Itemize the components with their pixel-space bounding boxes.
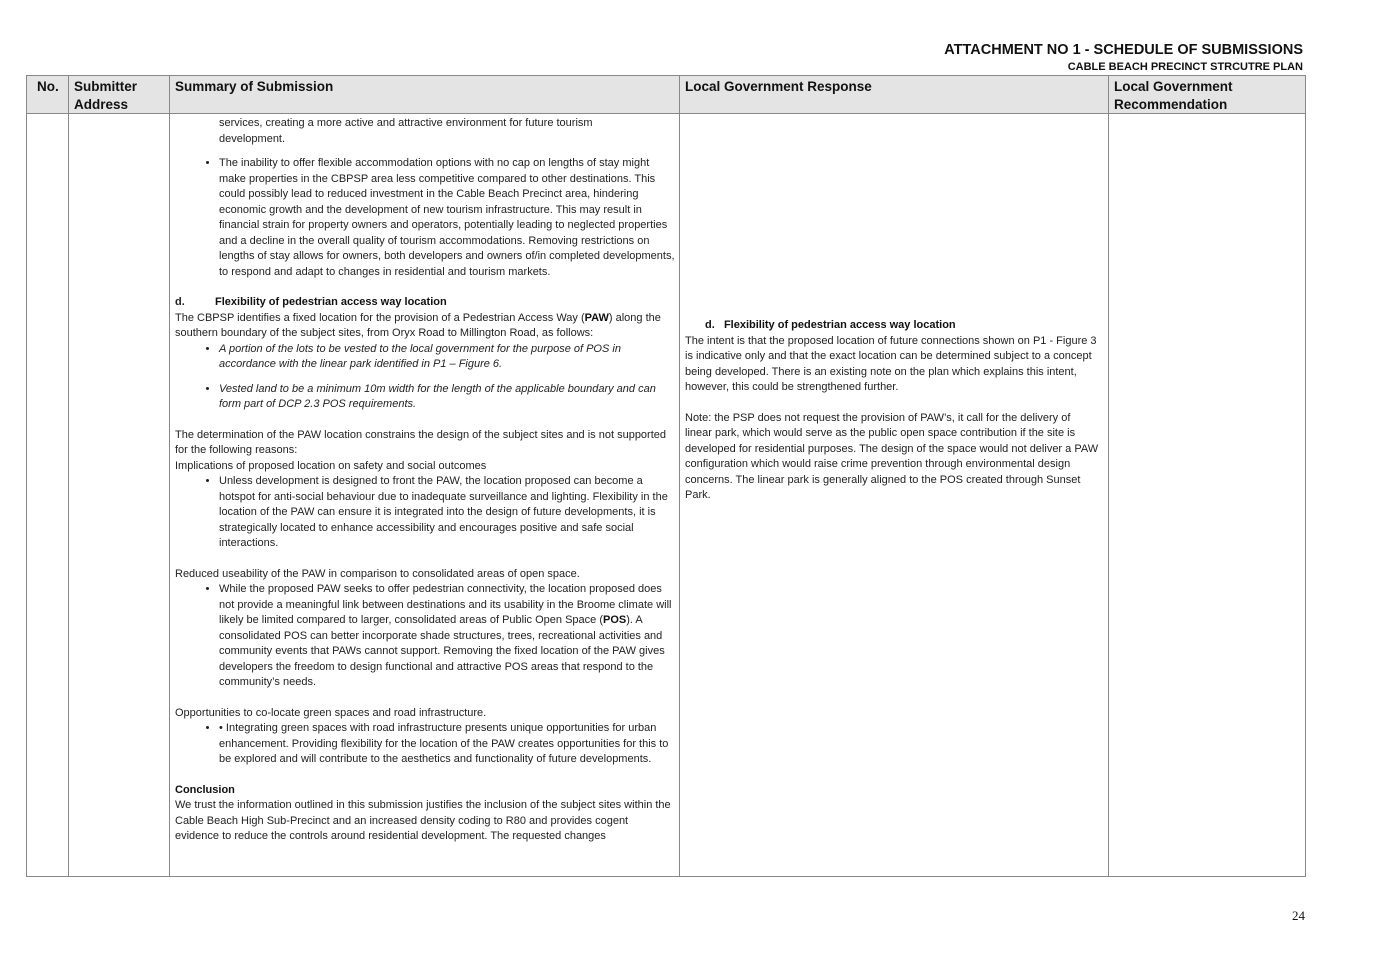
attachment-title: ATTACHMENT NO 1 - SCHEDULE OF SUBMISSIONS (944, 42, 1303, 58)
col-header-recommendation (1114, 78, 1233, 114)
page-number: 24 (1292, 908, 1305, 923)
column-divider (1108, 76, 1109, 876)
bullet-list (175, 582, 675, 691)
opportunities-heading: Opportunities to co-locate green spaces and road infrastructure. (175, 706, 487, 719)
response-paragraph-1: The intent is that the proposed location of future connections shown on P1 - Figure 3 is indicative only and that the exact location can be determined subject to a concept being developed. There is an existing note on the plan which explains this intent, however, this could be strengthened further. (685, 334, 1097, 393)
bullet-list (175, 342, 675, 373)
bullet-inability: • The inability to offer flexible accommodation options with no cap on lengths of stay might make properties in the CBPSP area less competitive compared to other destinations. This could possibly lead to reduced investment in the Cable Beach Precinct area, hindering economic growth and the development of new tourism infrastructure. This may result in financial strain for property owners and operators, potentially leading to neglected properties and a decline in the overall quality of tourism accommodations. Removing restrictions on lengths of stay allows for owners, both developers and owners of/in completed developments, to respond and adapt to changes in residential and tourism markets. (219, 156, 675, 280)
bullet-vested-width: • Vested land to be a minimum 10m width for the length of the applicable boundary and can form part of DCP 2.3 POS requirements. (219, 382, 675, 413)
col-header-no: No. (37, 79, 59, 94)
col-header-submitter-line1: Submitter (74, 79, 138, 94)
bullet-vested-portion: • A portion of the lots to be vested to the local government for the purpose of POS in accordance with the linear park identified in P1 – Figure 6. (219, 342, 675, 373)
summary-continuation-line1: services, creating a more active and attractive environment for future tourism (219, 117, 593, 129)
table-header-row (27, 76, 1305, 114)
conclusion-heading: Conclusion (175, 783, 235, 796)
plan-subtitle: CABLE BEACH PRECINCT STRCUTRE PLAN (1067, 61, 1303, 73)
bullet-list (175, 721, 675, 768)
col-header-recommendation-line1: Local Government (1114, 79, 1233, 94)
bullet-text: While the proposed PAW seeks to offer pedestrian connectivity, the location proposed does not provide a meaningful link between destinations and its usability in the Broome climate will likely be limited compared to larger, consolidated areas of Public Open Space ( (219, 583, 672, 626)
paw-abbrev: PAW (584, 311, 609, 324)
summary-continuation-line2: development. (219, 132, 286, 145)
column-divider (169, 76, 170, 876)
section-d-intro (175, 311, 675, 342)
col-header-submitter (74, 78, 137, 114)
bullet-list (175, 474, 675, 552)
conclusion-text: We trust the information outlined in this submission justifies the inclusion of the subject sites within the Cable Beach High Sub-Precinct and an increased density coding to R80 and provides cogent evidence to reduce the controls around residential development. The requested changes (175, 799, 671, 842)
bullet-unless: • Unless development is designed to front the PAW, the location proposed can become a hotspot for anti-social behaviour due to inadequate surveillance and lighting. Flexibility in the location of the PAW can ensure it is integrated into the design of future developments, it is strategically located to enhance accessibility and encourages positive and safe social interactions. (219, 474, 675, 552)
section-d-title: Flexibility of pedestrian access way location (215, 296, 447, 308)
col-header-submitter-line2: Address (74, 97, 129, 112)
submissions-table (26, 75, 1306, 877)
implications-heading: Implications of proposed location on safety and social outcomes (175, 459, 487, 472)
response-d-heading: d. Flexibility of pedestrian access way location (705, 319, 956, 331)
bullet-integrating: • • Integrating green spaces with road infrastructure presents unique opportunities for urban enhancement. Providing flexibility for the location of the PAW creates opportunities for this to be explored and will contribute to the aesthetics and functionality of future developments. (219, 721, 675, 768)
section-d-letter: d. (175, 296, 185, 308)
section-d-heading (175, 295, 675, 311)
summary-cell (175, 116, 675, 876)
response-paragraph-2: Note: the PSP does not request the provision of PAW’s, it call for the delivery of linear park, which would serve as the public open space contribution if the site is developed for residential purposes. The design of the space would not deliver a PAW configuration which would raise crime prevention through environmental design concerns. The linear park is generally aligned to the POS created through Sunset Park. (685, 411, 1099, 501)
bullet-list (175, 382, 675, 413)
bullet-while (219, 582, 675, 691)
col-header-response: Local Government Response (685, 79, 872, 94)
intro-text: The CBPSP identifies a fixed location for the provision of a Pedestrian Access Way ( (175, 311, 585, 324)
response-cell (685, 318, 1100, 504)
intro-text: ) along the southern boundary of the subject sites, from Oryx Road to Millington Road, as follows: (175, 311, 661, 339)
pos-abbrev: POS (603, 614, 627, 626)
column-divider (68, 76, 69, 876)
col-header-summary: Summary of Submission (175, 79, 334, 94)
determination-paragraph: The determination of the PAW location constrains the design of the subject sites and is not supported for the following reasons: (175, 428, 667, 456)
column-divider (679, 76, 680, 876)
bullet-list (175, 156, 675, 280)
reduced-useability-heading: Reduced useability of the PAW in comparison to consolidated areas of open space. (175, 567, 580, 580)
col-header-recommendation-line2: Recommendation (1114, 97, 1228, 112)
bullet-text: ). A consolidated POS can better incorporate shade structures, trees, recreational activities and community events that PAWs cannot support. Removing the fixed location of the PAW gives developers the freedom to design functional and attractive POS areas that respond to the community’s needs. (219, 614, 665, 688)
